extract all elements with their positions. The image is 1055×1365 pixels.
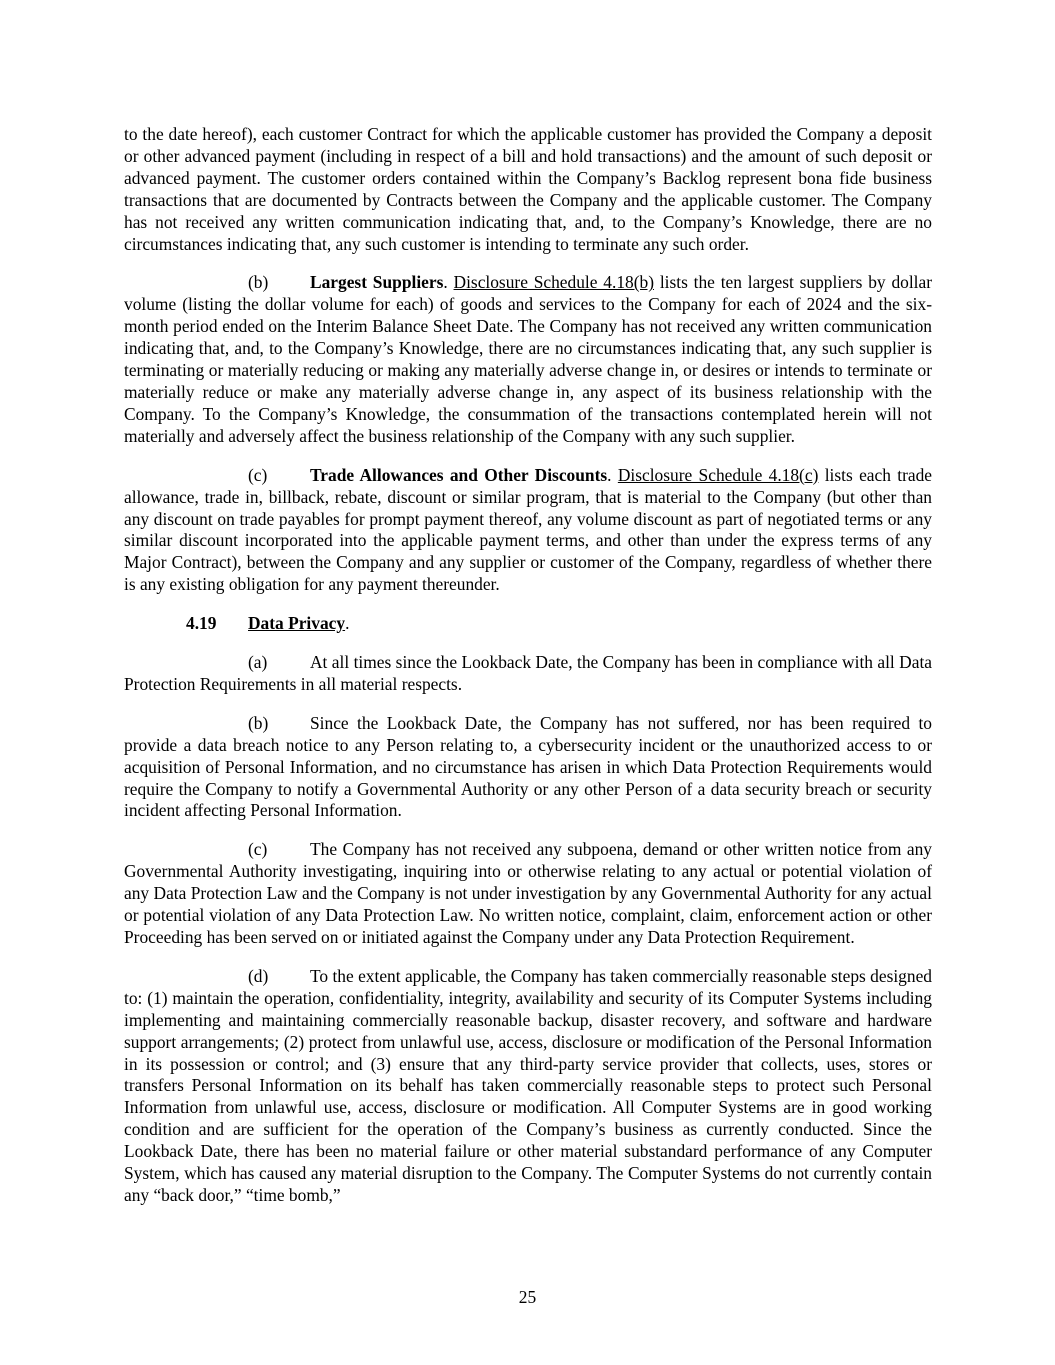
clause-heading: Largest Suppliers: [310, 272, 444, 293]
clause-text: The Company has not received any subpoena, demand or other written notice from any Governmental Authority investigating, inquiring into or otherwise relating to any actual or potential violation of any Data Protection Law and the Company is not under investigation by any Governmental Authority for any actual or potential violation of any Data Protection Law. No written notice, complaint, claim, enforcement action or other Proceeding has been served on or initiated against the Company under any Data Protection Requirement.: [124, 839, 932, 947]
clause-text: Since the Lookback Date, the Company has not suffered, nor has been required to provide a data breach notice to any Person relating to, a cybersecurity incident or the unauthorized access to or acquisition of Personal Information, and no circumstance has arisen in which Data Protection Requirements would require the Company to notify a Governmental Authority or any other Person of a data security breach or security incident affecting Personal Information.: [124, 712, 932, 821]
paragraph-data-privacy-a: [124, 652, 932, 696]
section-number: 4.19: [186, 613, 217, 634]
paragraph-data-privacy-d: [124, 966, 932, 1207]
clause-text: To the extent applicable, the Company has taken commercially reasonable steps designed to: (1) maintain the operation, confidentiality, integrity, availability and security of its Computer Systems including implementing and maintaining commercially reasonable backup, disaster recovery, and software and hardware support arrangements; (2) protect from unlawful use, access, disclosure or modification of the Personal Information in its possession or control; and (3) ensure that any third-party service provider that collects, uses, stores or transfers Personal Information on its behalf has taken commercially reasonable steps to protect such Personal Information from unlawful use, access, disclosure or modification. All Computer Systems are in good working condition and are sufficient for the operation of the Company’s business as currently conducted. Since the Lookback Date, there has been no material failure or other material substandard performance of any Computer System, which has caused any material disruption to the Company. The Computer Systems do not currently contain any “back door,” “time bomb,”: [124, 965, 932, 1205]
section-heading: 4.19 Data Privacy.: [124, 613, 932, 635]
clause-text: lists each trade allowance, trade in, billback, rebate, discount or similar program, that is material to the Company (but other than any discount on trade payables for prompt payment thereof, any volume discount as part of negotiated terms or any similar discount incorporated into the applicable payment terms, and other than under the express terms of any Major Contract), between the Company and any supplier or customer of the Company, regardless of whether there is any existing obligation for any payment thereunder.: [124, 464, 932, 595]
page-number: 25: [518, 1287, 537, 1307]
schedule-reference: Disclosure Schedule 4.18(b): [453, 272, 654, 293]
clause-text: At all times since the Lookback Date, the Company has been in compliance with all Data Protection Requirements in all material respects.: [124, 652, 932, 694]
paragraph-largest-suppliers: (b) Largest Suppliers. Disclosure Schedule 4.18(b) lists the ten largest suppliers by dollar volume (listing the dollar volume for each) of goods and services to the Company for each of 2024 and the six-month period ended on the Interim Balance Sheet Date. The Company has not received any written communication indicating that, and, to the Company’s Knowledge, there are no circumstances indicating that, any such supplier is terminating or materially reducing or making any materially adverse change in, or desires or intends to terminate or materially reduce or make any materially adverse change in, any aspect of its business relationship with the Company. To the Company’s Knowledge, the consummation of the transactions contemplated herein will not materially and adversely affect the business relationship of the Company with any such supplier.: [124, 272, 933, 446]
paragraph-data-privacy-b: [124, 713, 932, 823]
paragraph-data-privacy-c: [124, 839, 932, 949]
clause-text: lists the ten largest suppliers by dollar volume (listing the dollar volume for each) of goods and services to the Company for each of 2024 and the six-month period ended on the Interim Balance Sheet Date. The Company has not received any written communication indicating that, and, to the Company’s Knowledge, there are no circumstances indicating that, any such supplier is terminating or materially reducing or making any materially adverse change in, or desires or intends to terminate or materially reduce or make any materially adverse change in, any aspect of its business relationship with the Company. To the Company’s Knowledge, the consummation of the transactions contemplated herein will not materially and adversely affect the business relationship of the Company with any such supplier.: [124, 272, 933, 446]
section-title: Data Privacy: [248, 613, 346, 634]
paragraph-trade-allowances: (c) Trade Allowances and Other Discounts. Disclosure Schedule 4.18(c) lists each trade allowance, trade in, billback, rebate, discount or similar program, that is material to the Company (but other than any discount on trade payables for prompt payment thereof, any volume discount as part of negotiated terms or any similar discount incorporated into the applicable payment terms, and other than under the express terms of any Major Contract), between the Company and any supplier or customer of the Company, regardless of whether there is any existing obligation for any payment thereunder.: [124, 464, 932, 595]
clause-label: (b): [248, 272, 269, 293]
clause-label: (c): [248, 839, 268, 860]
clause-label: (a): [248, 652, 268, 673]
clause-label: (d): [248, 965, 269, 986]
clause-label: (c): [248, 464, 268, 485]
paragraph-intro: to the date hereof), each customer Contract for which the applicable customer has provided the Company a deposit or other advanced payment (including in respect of a bill and hold transactions) and the amount of such deposit or advanced payment. The customer orders contained within the Company’s Backlog represent bona fide business transactions that are documented by Contracts between the Company and the applicable customer. The Company has not received any written communication indicating that, and, to the Company’s Knowledge, there are no circumstances indicating that, any such customer is intending to terminate any such order.: [124, 124, 932, 254]
document-page: [124, 124, 932, 1224]
schedule-reference: Disclosure Schedule 4.18(c): [617, 464, 819, 485]
clause-heading: Trade Allowances and Other Discounts: [310, 464, 608, 485]
clause-label: (b): [248, 712, 269, 733]
